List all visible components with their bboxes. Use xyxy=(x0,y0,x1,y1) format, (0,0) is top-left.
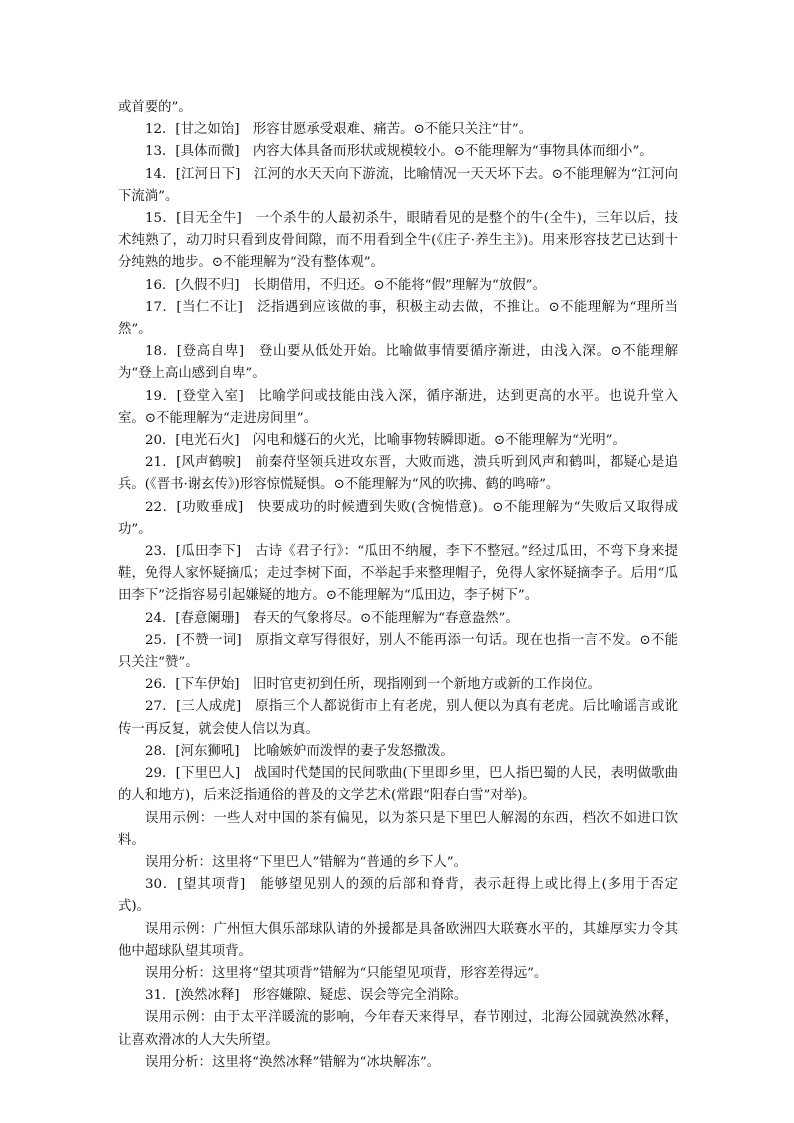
entry-paragraph: 21．[风声鹤唳] 前秦苻坚领兵进攻东晋，大败而逃，溃兵听到风声和鹤叫，都疑心是追兵。(《晋书·谢玄传》)形容惊慌疑惧。⊙不能理解为“风的吹拂、鹤的鸣啼”。 xyxy=(118,455,678,493)
entry-paragraph: 误用示例：由于太平洋暖流的影响，今年春天来得早，春节刚过，北海公园就涣然冰释，让喜欢滑冰的人大失所望。 xyxy=(118,1010,678,1048)
entry-paragraph: 误用分析：这里将“望其项背”错解为“只能望见项背，形容差得远”。 xyxy=(145,965,548,981)
entry-paragraph: 20．[电光石火] 闪电和燧石的火光，比喻事物转瞬即逝。⊙不能理解为“光明”。 xyxy=(145,433,626,449)
document-page xyxy=(118,97,678,1074)
entry-paragraph: 23．[瓜田李下] 古诗《君子行》：“瓜田不纳履，李下不整冠。”经过瓜田，不弯下身来提鞋，免得人家怀疑摘瓜；走过李树下面，不举起手来整理帽子，免得人家怀疑摘李子。后用“瓜田李下”泛指容易引起嫌疑的地方。⊙不能理解为“瓜田边，李子树下”。 xyxy=(118,544,678,604)
entry-paragraph: 16．[久假不归] 长期借用，不归还。⊙不能将“假”理解为“放假”。 xyxy=(145,277,546,293)
entry-paragraph: 28．[河东狮吼] 比喻嫉妒而泼悍的妻子发怒撒泼。 xyxy=(145,743,454,759)
entry-paragraph: 30．[望其项背] 能够望见别人的颈的后部和脊背，表示赶得上或比得上(多用于否定式)。 xyxy=(118,877,678,915)
entry-list xyxy=(118,119,678,1074)
entry-paragraph: 29．[下里巴人] 战国时代楚国的民间歌曲(下里即乡里，巴人指巴蜀的人民，表明做歌曲的人和地方)，后来泛指通俗的普及的文学艺术(常跟“阳春白雪”对举)。 xyxy=(118,766,678,804)
entry-paragraph: 22．[功败垂成] 快要成功的时候遭到失败(含惋惜意)。⊙不能理解为“失败后又取得成功”。 xyxy=(118,499,678,537)
entry-paragraph: 17．[当仁不让] 泛指遇到应该做的事，积极主动去做，不推让。⊙不能理解为“理所当然”。 xyxy=(118,299,678,338)
entry-paragraph: 26．[下车伊始] 旧时官吏初到任所，现指刚到一个新地方或新的工作岗位。 xyxy=(145,677,601,693)
entry-paragraph: 27．[三人成虎] 原指三个人都说街市上有老虎，别人便以为真有老虎。后比喻谣言或讹传一再反复，就会使人信以为真。 xyxy=(118,699,678,737)
entry-paragraph: 24．[春意阑珊] 春天的气象将尽。⊙不能理解为“春意盎然”。 xyxy=(145,610,519,626)
entry-paragraph: 误用示例：一些人对中国的茶有偏见，以为茶只是下里巴人解渴的东西，档次不如进口饮料。 xyxy=(118,810,678,848)
entry-paragraph: 误用分析：这里将“下里巴人”错解为“普通的乡下人”。 xyxy=(145,854,467,870)
entry-paragraph: 13．[具体而微] 内容大体具备而形状或规模较小。⊙不能理解为“事物具体而细小”。 xyxy=(145,144,653,160)
entry-paragraph: 18．[登高自卑] 登山要从低处开始。比喻做事情要循序渐进，由浅入深。⊙不能理解为“登上高山感到自卑”。 xyxy=(118,344,678,382)
entry-paragraph: 14．[江河日下] 江河的水天天向下游流，比喻情况一天天坏下去。⊙不能理解为“江河向下流淌”。 xyxy=(118,166,678,204)
entry-paragraph: 误用示例：广州恒大俱乐部球队请的外援都是具备欧洲四大联赛水平的，其雄厚实力令其他中超球队望其项背。 xyxy=(118,921,678,959)
entry-paragraph: 15．[目无全牛] 一个杀牛的人最初杀牛，眼睛看见的是整个的牛(全牛)，三年以后，技术纯熟了，动刀时只看到皮骨间隙，而不用看到全牛(《庄子·养生主》)。用来形容技艺已达到十分纯熟的地步。⊙不能理解为“没有整体观”。 xyxy=(118,211,678,271)
continuation-text: 或首要的”。 xyxy=(118,100,192,115)
entry-paragraph: 12．[甘之如饴] 形容甘愿承受艰难、痛苦。⊙不能只关注“甘”。 xyxy=(145,122,533,138)
entry-paragraph: 19．[登堂入室] 比喻学问或技能由浅入深，循序渐进，达到更高的水平。也说升堂入室。⊙不能理解为“走进房间里”。 xyxy=(118,388,678,426)
entry-paragraph: 误用分析：这里将“涣然冰释”错解为“冰块解冻”。 xyxy=(145,1054,441,1070)
entry-paragraph: 31．[涣然冰释] 形容嫌隙、疑虑、误会等完全消除。 xyxy=(145,988,468,1004)
entry-paragraph: 25．[不赞一词] 原指文章写得很好，别人不能再添一句话。现在也指一言不发。⊙不能只关注“赞”。 xyxy=(118,632,678,671)
